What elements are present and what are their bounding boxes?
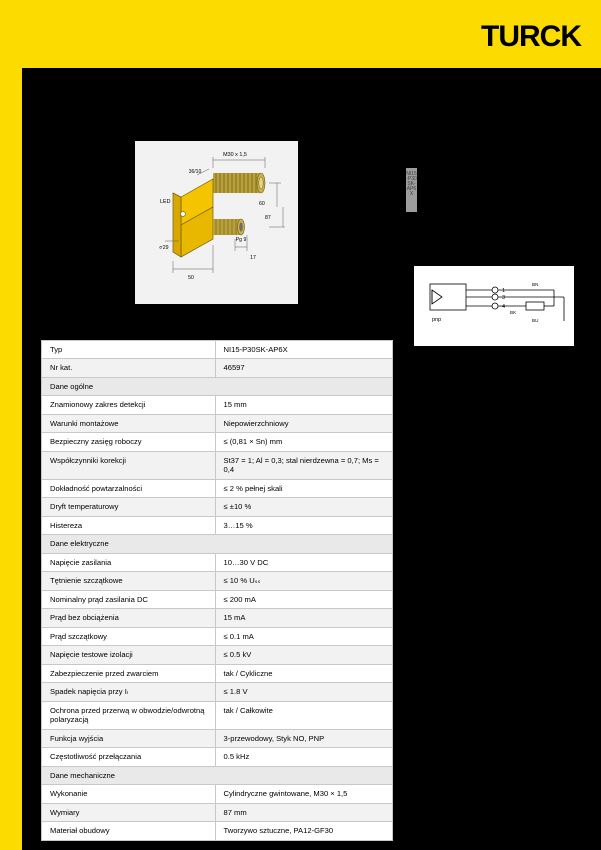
table-row-key: Warunki montażowe — [42, 414, 216, 432]
table-row — [42, 609, 393, 627]
table-row-value: tak / Cykliczne — [215, 664, 393, 682]
wire-bu-label: BU — [532, 318, 539, 323]
cable-callout-text: Pg 9 — [235, 237, 247, 243]
table-row-value: Tworzywo sztuczne, PA12-GF30 — [215, 822, 393, 840]
left-yellow-rail — [0, 0, 22, 850]
table-row-value: ≤ ±10 % — [215, 498, 393, 516]
table-row-key: Typ — [42, 341, 216, 359]
table-row — [42, 627, 393, 645]
table-row-value: Niepowierzchniowy — [215, 414, 393, 432]
specification-table-wrap — [41, 340, 393, 841]
table-row — [42, 341, 393, 359]
table-row-value: 0.5 kHz — [215, 748, 393, 766]
table-row-value: 3-przewodowy, Styk NO, PNP — [215, 729, 393, 747]
terminal-1-label: 1 — [502, 288, 506, 294]
wire-bn-label: BN — [532, 282, 539, 287]
wiring-diagram-panel — [413, 265, 575, 347]
table-row — [42, 822, 393, 840]
dim-29-text: ⌭29 — [159, 245, 169, 251]
table-row-value: ≤ 0.1 mA — [215, 627, 393, 645]
wiring-diagram — [414, 266, 574, 346]
table-row-key: Prąd bez obciążenia — [42, 609, 216, 627]
dim-87-text: 87 — [265, 215, 271, 221]
table-row-key: Dokładność powtarzalności — [42, 479, 216, 497]
table-row-key: Histereza — [42, 516, 216, 534]
wire-bk-label: BK — [510, 310, 517, 315]
table-row — [42, 590, 393, 608]
table-row-key: Prąd szczątkowy — [42, 627, 216, 645]
led-label-text: LED — [160, 199, 171, 205]
table-row-value: ≤ 0.5 kV — [215, 646, 393, 664]
pnp-label: pnp — [432, 317, 442, 323]
terminal-3-label: 3 — [502, 295, 506, 301]
table-row-value: tak / Całkowite — [215, 701, 393, 729]
dim-17-text: 17 — [250, 255, 256, 261]
table-row-key: Nr kat. — [42, 359, 216, 377]
table-row-value: NI15-P30SK-AP6X — [215, 341, 393, 359]
table-row-key: Spadek napięcia przy Iₗ — [42, 683, 216, 701]
table-section-label: Dane mechaniczne — [42, 766, 393, 784]
table-row-value: Cylindryczne gwintowane, M30 × 1,5 — [215, 785, 393, 803]
table-row-value: 15 mA — [215, 609, 393, 627]
specification-table — [41, 340, 393, 841]
table-row — [42, 516, 393, 534]
table-row-key: Zabezpieczenie przed zwarciem — [42, 664, 216, 682]
table-row-value: ≤ 1.8 V — [215, 683, 393, 701]
table-section-header — [42, 377, 393, 395]
table-row-key: Tętnienie szczątkowe — [42, 572, 216, 590]
table-row — [42, 414, 393, 432]
table-row — [42, 451, 393, 479]
table-section-label: Dane elektryczne — [42, 535, 393, 553]
dim-36-10-text: 36/10 — [188, 169, 202, 175]
table-row-value: 46597 — [215, 359, 393, 377]
table-row-key: Dryft temperaturowy — [42, 498, 216, 516]
thread-callout-text: M30 x 1,5 — [223, 152, 247, 158]
table-row-key: Nominalny prąd zasilania DC — [42, 590, 216, 608]
table-row — [42, 729, 393, 747]
table-section-label: Dane ogólne — [42, 377, 393, 395]
table-row-value: ≤ 10 % Uₛₛ — [215, 572, 393, 590]
table-row-value: St37 = 1; Al = 0,3; stal nierdzewna = 0,7; Ms = 0,4 — [215, 451, 393, 479]
table-row — [42, 646, 393, 664]
table-row-value: 10…30 V DC — [215, 553, 393, 571]
table-row-key: Wymiary — [42, 803, 216, 821]
table-row — [42, 359, 393, 377]
terminal-4-label: 4 — [502, 304, 506, 310]
header-band — [22, 0, 601, 68]
table-row-key: Bezpieczny zasięg roboczy — [42, 433, 216, 451]
table-row-value: ≤ 2 % pełnej skali — [215, 479, 393, 497]
dim-60-text: 60 — [259, 201, 265, 207]
table-row — [42, 396, 393, 414]
table-row-key: Znamionowy zakres detekcji — [42, 396, 216, 414]
table-row-value: 87 mm — [215, 803, 393, 821]
table-row-key: Napięcie testowe izolacji — [42, 646, 216, 664]
brand-logo: TURCK — [481, 20, 581, 53]
table-row-key: Częstotliwość przełączania — [42, 748, 216, 766]
table-row — [42, 803, 393, 821]
table-section-header — [42, 535, 393, 553]
table-row — [42, 683, 393, 701]
side-label-strip-text: NI15-P30SK-AP6X — [406, 171, 417, 197]
table-row-value: 3…15 % — [215, 516, 393, 534]
product-drawing — [135, 141, 298, 304]
table-row-value: ≤ (0,81 × Sn) mm — [215, 433, 393, 451]
table-section-header — [42, 766, 393, 784]
product-image-panel — [135, 141, 298, 304]
table-row-key: Wykonanie — [42, 785, 216, 803]
table-row — [42, 433, 393, 451]
table-row — [42, 498, 393, 516]
table-row — [42, 572, 393, 590]
table-row — [42, 553, 393, 571]
table-row-key: Funkcja wyjścia — [42, 729, 216, 747]
table-row — [42, 664, 393, 682]
table-row-key: Napięcie zasilania — [42, 553, 216, 571]
table-row-value: ≤ 200 mA — [215, 590, 393, 608]
dim-50-text: 50 — [188, 275, 194, 281]
table-row-key: Ochrona przed przerwą w obwodzie/odwrotną polaryzacją — [42, 701, 216, 729]
table-row-key: Współczynniki korekcji — [42, 451, 216, 479]
table-row-value: 15 mm — [215, 396, 393, 414]
table-row — [42, 479, 393, 497]
table-row — [42, 785, 393, 803]
table-row — [42, 701, 393, 729]
table-row — [42, 748, 393, 766]
table-row-key: Materiał obudowy — [42, 822, 216, 840]
